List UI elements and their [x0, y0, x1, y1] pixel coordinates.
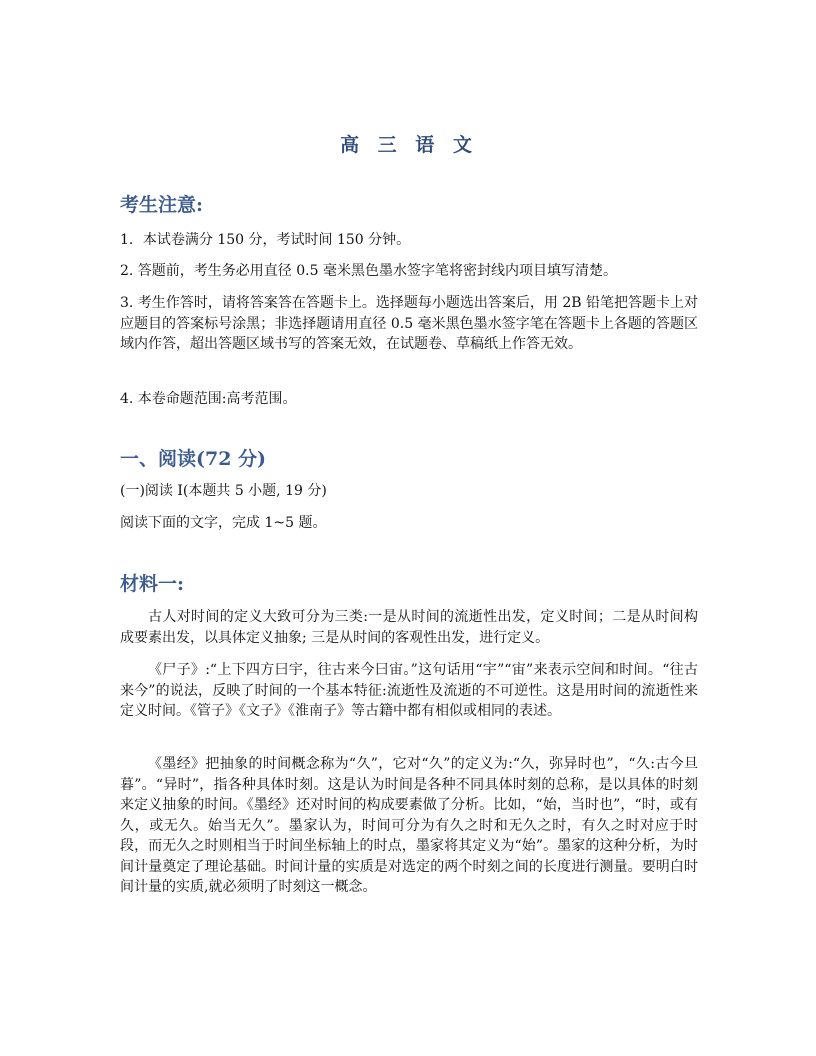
- notice-item-3: 3. 考生作答时，请将答案答在答题卡上。选择题每小题选出答案后，用 2B 铅笔把答题卡上对应题目的答案标号涂黑；非选择题请用直径 0.5 毫米黑色墨水签字笔在答题卡上各题的答题区域内作答，超出答题区域书写的答案无效，在试题卷、草稿纸上作答无效。: [120, 295, 698, 352]
- section-subheading: (一)阅读 I(本题共 5 小题, 19 分): [120, 483, 327, 499]
- document-title: 高 三 语 文: [340, 134, 478, 156]
- section-instruction: 阅读下面的文字，完成 1~5 题。: [120, 515, 327, 531]
- material-heading: 材料一:: [120, 573, 185, 595]
- material-paragraph-2: 《尸子》:“上下四方曰宇，往古来今曰宙。”这句话用“宇”“宙”来表示空间和时间。“往古来今”的说法，反映了时间的一个基本特征:流逝性及流逝的不可逆性。这是用时间的流逝性来定义时间。《管子》《文子》《淮南子》等古籍中都有相似或相同的表述。: [120, 662, 698, 719]
- notice-heading: 考生注意:: [120, 194, 204, 216]
- material-paragraph-3: 《墨经》把抽象的时间概念称为“久”，它对“久”的定义为:“久，弥异时也”，“久:古今旦暮”。“异时”，指各种具体时刻。这是认为时间是各种不同具体时刻的总称，是以具体的时刻来定义抽象的时间。《墨经》还对时间的构成要素做了分析。比如，“始，当时也”，“时，或有久，或无久。始当无久”。墨家认为，时间可分为有久之时和无久之时，有久之时对应于时段，而无久之时则相当于时间坐标轴上的时点，墨家将其定义为“始”。墨家的这种分析，为时间计量奠定了理论基础。时间计量的实质是对选定的两个时刻之间的长度进行测量。要明白时间计量的实质,就必须明了时刻这一概念。: [120, 756, 698, 895]
- material-paragraph-1: 古人对时间的定义大致可分为三类:一是从时间的流逝性出发，定义时间；二是从时间构成要素出发，以具体定义抽象; 三是从时间的客观性出发，进行定义。: [120, 609, 698, 646]
- notice-item-1: 1．本试卷满分 150 分，考试时间 150 分钟。: [120, 232, 411, 248]
- section-heading-reading: 一、阅读(72 分): [120, 448, 267, 470]
- notice-item-2: 2. 答题前，考生务必用直径 0.5 毫米黑色墨水签字笔将密封线内项目填写清楚。: [120, 263, 617, 279]
- notice-item-4: 4. 本卷命题范围:高考范围。: [120, 391, 297, 407]
